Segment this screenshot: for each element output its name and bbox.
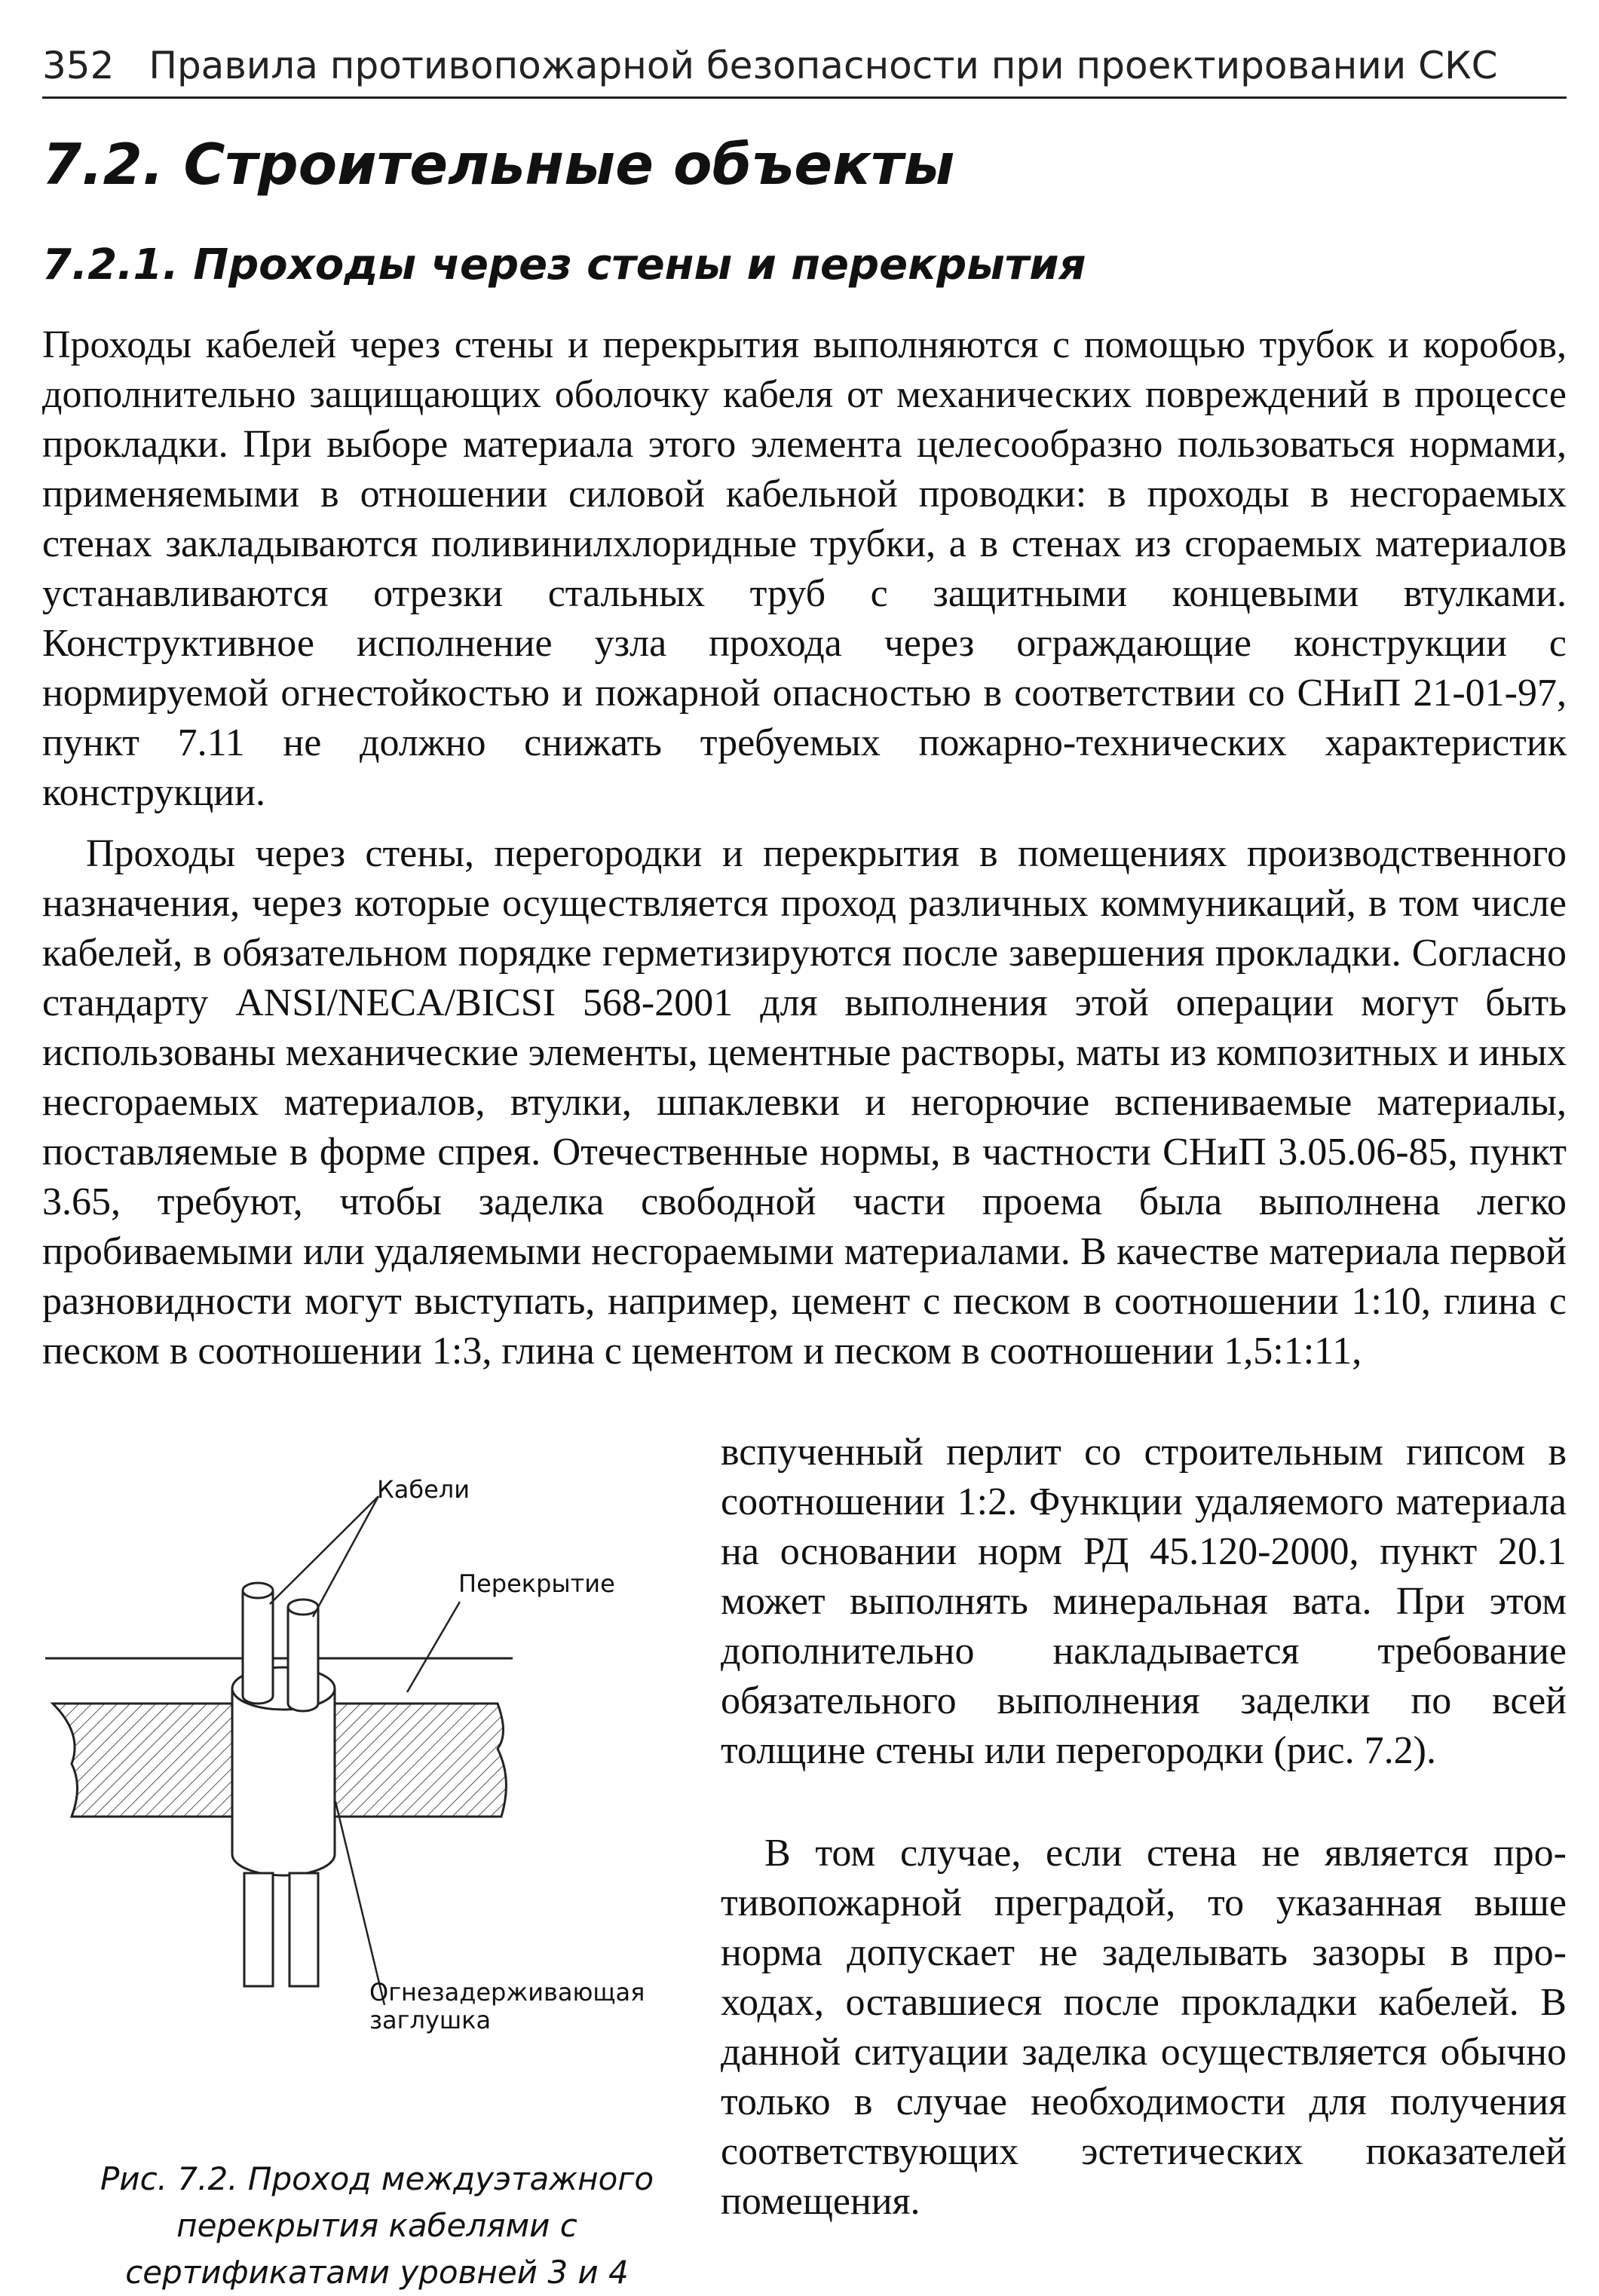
cable-left-bottom [244,1873,273,1986]
paragraph-4: В том случае, если стена не является противопожарной преградой, то указанная выше норма допускает не заделывать зазоры в проходах, оставшиеся после прокладки кабелей. В данной ситуации заделка осуществляется обычно только в случае необходимости для получения соответствующих эстетических показателей помещения. [721,1832,1567,2223]
fire-stop-sleeve [232,1688,335,1875]
subsection-title: 7.2.1. Проходы через стены и перекрытия [42,240,1086,289]
leader-cables-2 [313,1496,378,1617]
cable-right-end [288,1600,318,1615]
running-header [42,35,1567,99]
leader-cables-1 [270,1496,378,1604]
leader-floor [407,1602,460,1692]
cable-right-bottom [289,1873,318,1986]
running-title: Правила противопожарной безопасности при проектировании СКС [149,44,1498,87]
cable-passage-diagram [30,1432,694,2156]
label-fire-stop-line2: заглушка [369,2006,492,2034]
paragraph-1: Проходы кабелей через стены и перекрытия выполняются с помощью трубок и коробов, дополнительно защищающих оболочку кабеля от механических повреждений в процессе прокладки. При выборе материала этого элемента целесообразно пользоваться нормами, применяемыми в отношении силовой кабельной проводки: в проходы в несгораемых стенах закладываются поливинилхлоридные трубки, а в стенах из сгораемых материалов устанавливаются отрезки стальных труб с защитными концевыми втулками. Конструктивное исполнение узла прохода через ограждающие конструкции с нормируемой огнестойкостью и пожарной опасностью в соответствии со СНиП 21-01-97, пункт 7.11 не должно снижать требуемых пожарно-технических характеристик конструкции. [42,323,1567,814]
cable-left [243,1590,273,1704]
label-cables: Кабели [377,1475,470,1504]
section-title: 7.2. Строительные объекты [42,131,955,197]
figure-7-2 [30,1432,694,2291]
figure-caption: Рис. 7.2. Проход междуэтажного перекрытия кабелями с сертификатами уровней 3 и 4 [100,2160,654,2291]
leader-fire-stop [335,1802,384,2005]
label-floor: Перекрытие [458,1569,615,1598]
paragraph-3: вспученный перлит со строительным гипсом в соотношении 1:2. Функции удаляемого материала на основании норм РД 45.120-2000, пункт 20.1 может выполнять минеральная вата. При этом дополнительно накладывается требование обязательного выполнения заделки по всей толщине стены или перегородки (рис. 7.2). [721,1431,1567,1772]
cable-left-end [243,1583,273,1598]
page-number: 352 [42,44,115,87]
paragraph-2: Проходы через стены, перегородки и перекрытия в помещениях производственного назначения, через которые осуществляется проход различных коммуникаций, в том числе кабелей, в обязательном порядке герметизируются после завершения прокладки. Согласно стандарту ANSI/NECA/BICSI 568-2001 для выполнения этой операции могут быть использованы механические элементы, цементные растворы, маты из композитных и иных несгораемых материалов, втулки, шпаклевки и негорючие вспениваемые материалы, поставляемые в форме спрея. Отечественные нормы, в частности СНиП 3.05.06-85, пункт 3.65, требуют, чтобы заделка свободной части проема была выполнена легко пробиваемыми или удаляемыми несгораемыми материалами. В качестве материала первой разновидности могут выступать, например, цемент с песком в соотношении 1:10, глина с песком в соотношении 1:3, глина с цементом и песком в соотношении 1,5:1:11, [42,832,1567,1373]
cable-right [288,1607,318,1711]
label-fire-stop-line1: Огнезадерживающая [369,1978,645,2007]
